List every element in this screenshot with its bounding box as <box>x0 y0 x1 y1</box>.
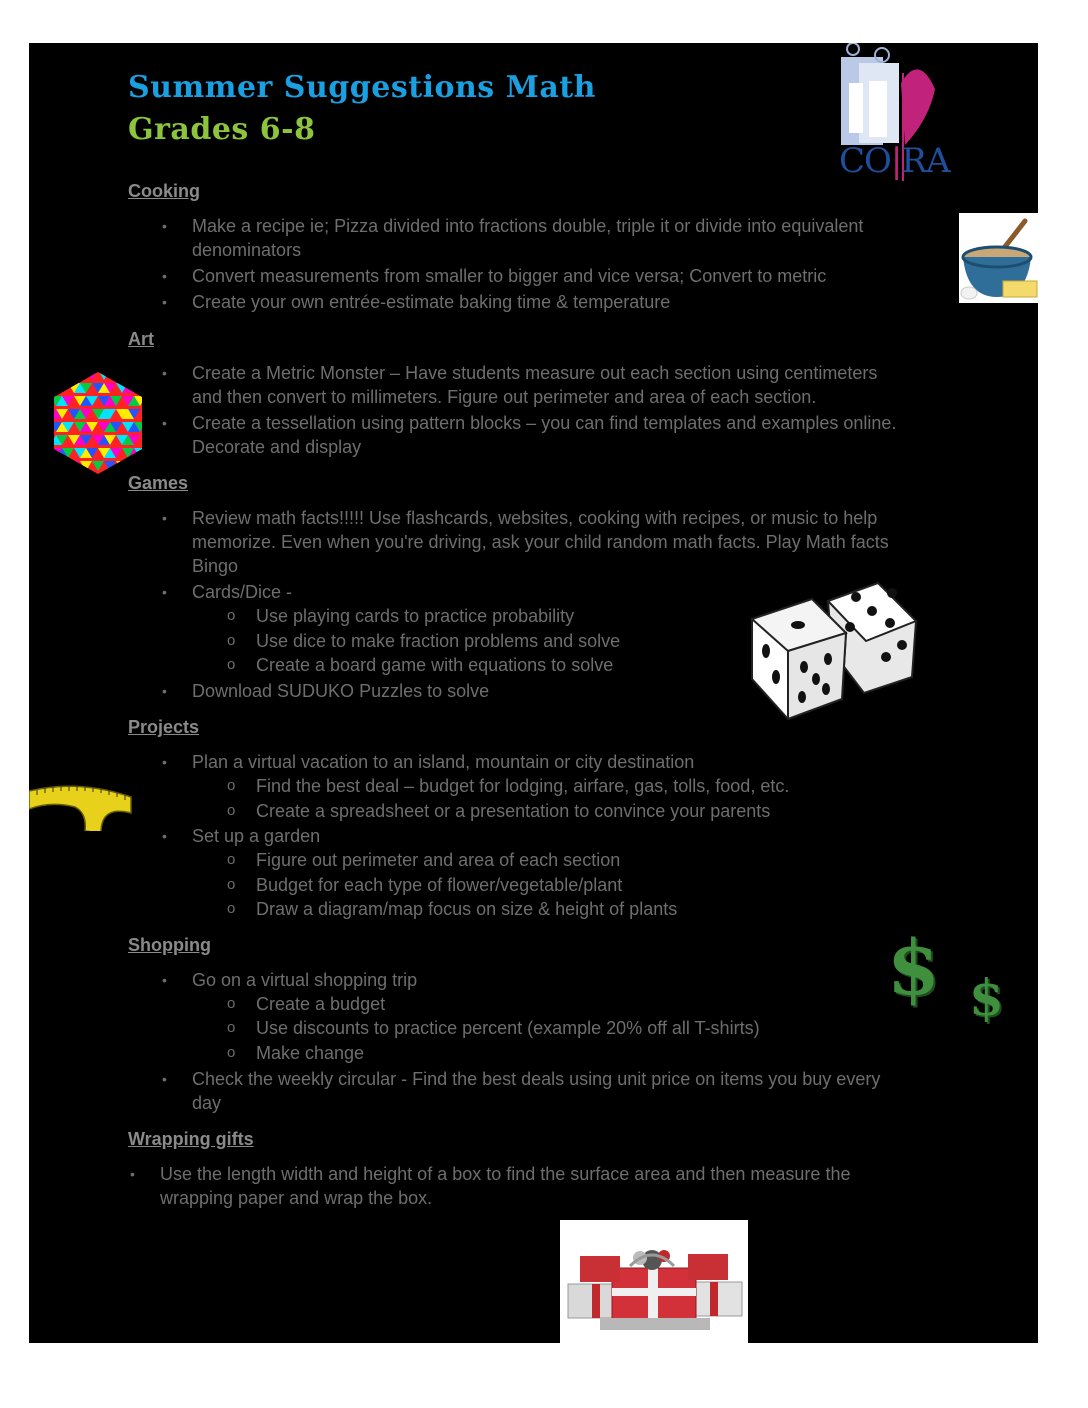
sub-bullet: o <box>227 777 236 794</box>
bullet: • <box>162 972 167 988</box>
list-item: Check the weekly circular - Find the best deals using unit price on items you buy every <box>192 1069 881 1089</box>
sub-bullet: o <box>227 1019 236 1036</box>
list-item: Plan a virtual vacation to an island, mountain or city destination <box>192 752 695 772</box>
section-heading-art: Art <box>128 329 154 349</box>
tessellation-hexagon-icon <box>50 370 146 476</box>
list-item-continuation: Decorate and display <box>192 437 362 457</box>
list-item: Go on a virtual shopping trip <box>192 970 418 990</box>
list-item: Download SUDUKO Puzzles to solve <box>192 681 490 701</box>
gift-boxes-icon <box>560 1220 748 1343</box>
bullet: • <box>162 1071 167 1087</box>
mixing-bowl-icon <box>959 213 1038 303</box>
sub-list-item: Use playing cards to practice probability <box>256 606 575 626</box>
list-item: Make a recipe ie; Pizza divided into fractions double, triple it or divide into equivalent <box>192 216 864 236</box>
bullet: • <box>162 754 167 770</box>
logo-text-co: CO <box>839 141 891 181</box>
sub-bullet: o <box>227 607 236 624</box>
section-heading-games: Games <box>128 473 189 493</box>
bullet: • <box>162 218 167 234</box>
sub-list-item: Figure out perimeter and area of each section <box>256 850 621 870</box>
dollar-sign-small-icon: $ <box>969 968 1004 1027</box>
mixing-bowl-image <box>959 213 1038 303</box>
sub-bullet: o <box>227 995 236 1012</box>
list-item: Create your own entrée-estimate baking time & temperature <box>192 292 671 312</box>
sub-bullet: o <box>227 851 236 868</box>
list-item-continuation: wrapping paper and wrap the box. <box>160 1188 433 1208</box>
sub-list-item: Create a budget <box>256 994 386 1014</box>
list-item: Cards/Dice - <box>192 582 293 602</box>
list-item-continuation: denominators <box>192 240 302 260</box>
list-item: Use the length width and height of a box to find the surface area and then measure the <box>160 1164 851 1184</box>
bullet: • <box>162 584 167 600</box>
sub-bullet: o <box>227 900 236 917</box>
cora-logo: CO|RA <box>835 43 965 183</box>
list-item: Set up a garden <box>192 826 321 846</box>
measuring-tape-icon <box>29 781 133 831</box>
document-page <box>29 43 1038 1343</box>
sub-list-item: Use dice to make fraction problems and solve <box>256 631 621 651</box>
gift-boxes-image <box>560 1220 748 1343</box>
list-item: Convert measurements from smaller to bigger and vice versa; Convert to metric <box>192 266 827 286</box>
bullet: • <box>162 683 167 699</box>
document-subtitle: Grades 6-8 <box>128 112 316 147</box>
dice-icon <box>746 581 918 723</box>
sub-list-item: Find the best deal – budget for lodging, airfare, gas, tolls, food, etc. <box>256 776 790 796</box>
list-item: Create a Metric Monster – Have students measure out each section using centimeters <box>192 363 878 383</box>
list-item: Create a tessellation using pattern blocks – you can find templates and examples online. <box>192 413 897 433</box>
sub-list-item: Create a spreadsheet or a presentation to convince your parents <box>256 801 771 821</box>
dice-image <box>746 581 918 723</box>
tessellation-image <box>50 370 146 476</box>
logo-text-ra: RA <box>901 141 950 181</box>
sub-bullet: o <box>227 802 236 819</box>
measuring-tape-image <box>29 781 133 831</box>
sub-bullet: o <box>227 632 236 649</box>
sub-bullet: o <box>227 1044 236 1061</box>
section-heading-cooking: Cooking <box>128 181 200 201</box>
bullet: • <box>130 1166 135 1182</box>
bullet: • <box>162 294 167 310</box>
list-item-continuation: and then convert to millimeters. Figure out perimeter and area of each section. <box>192 387 817 407</box>
section-heading-projects: Projects <box>128 717 200 737</box>
bullet: • <box>162 365 167 381</box>
list-item-continuation: day <box>192 1093 222 1113</box>
section-heading-shopping: Shopping <box>128 935 211 955</box>
bullet: • <box>162 268 167 284</box>
list-item: Review math facts!!!!! Use flashcards, websites, cooking with recipes, or music to help <box>192 508 878 528</box>
section-heading-wrapping-gifts: Wrapping gifts <box>128 1129 254 1149</box>
dollar-sign-large-icon: $ <box>887 923 940 1012</box>
sub-list-item: Draw a diagram/map focus on size & height of plants <box>256 899 678 919</box>
bullet: • <box>162 415 167 431</box>
document-title: Summer Suggestions Math <box>128 70 596 105</box>
sub-list-item: Make change <box>256 1043 365 1063</box>
sub-bullet: o <box>227 656 236 673</box>
list-item-continuation: memorize. Even when you're driving, ask your child random math facts. Play Math facts <box>192 532 889 552</box>
list-item-continuation: Bingo <box>192 556 239 576</box>
bullet: • <box>162 828 167 844</box>
sub-bullet: o <box>227 876 236 893</box>
sub-list-item: Create a board game with equations to solve <box>256 655 614 675</box>
bullet: • <box>162 510 167 526</box>
sub-list-item: Budget for each type of flower/vegetable/plant <box>256 875 623 895</box>
sub-list-item: Use discounts to practice percent (example 20% off all T-shirts) <box>256 1018 760 1038</box>
